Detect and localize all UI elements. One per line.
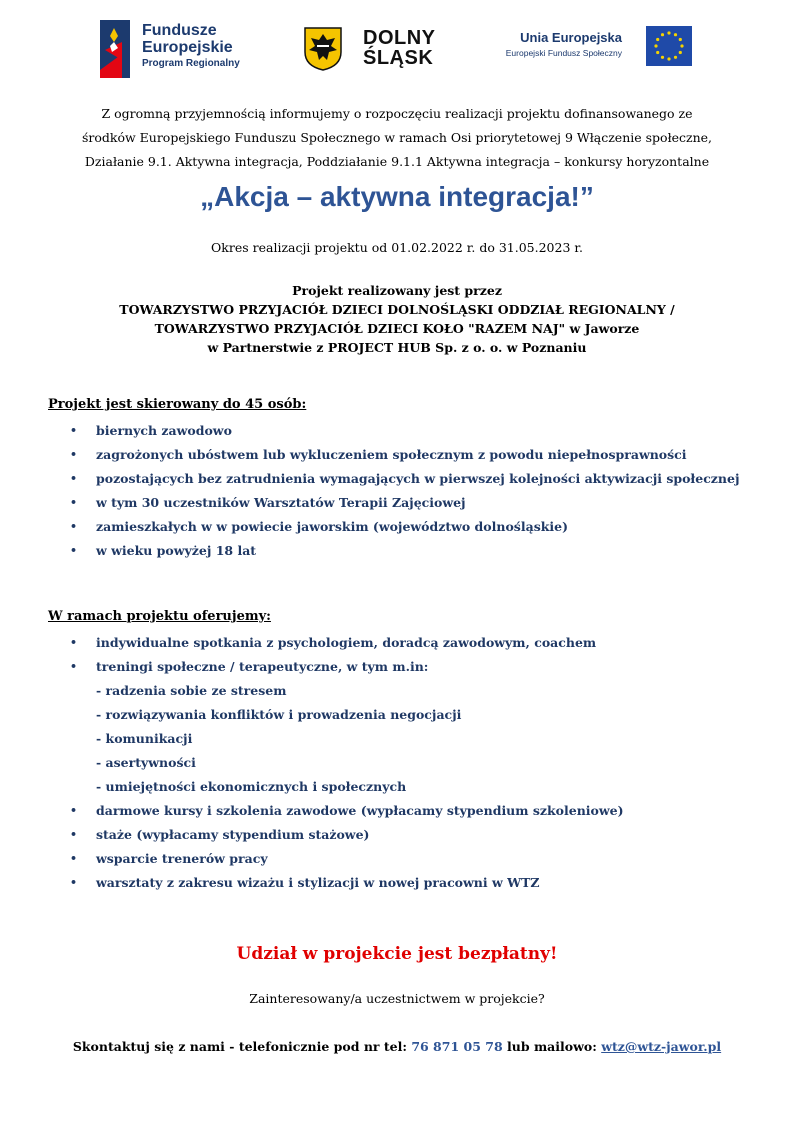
realized-line: Projekt realizowany jest przez <box>292 283 502 298</box>
fe-line2: Europejskie <box>142 39 233 56</box>
fundusze-europejskie-logo <box>100 20 250 78</box>
list-item: • w tym 30 uczestników Warsztatów Terapii Zajęciowej <box>70 495 466 510</box>
list-item: • darmowe kursy i szkolenia zawodowe (wypłacamy stypendium szkoleniowe) <box>70 803 624 818</box>
logos-header <box>0 14 794 84</box>
list-item: • zagrożonych ubóstwem lub wykluczeniem społecznym z powodu niepełnosprawności <box>70 447 687 462</box>
project-title: „Akcja – aktywna integracja!” <box>200 181 594 212</box>
bullet-icon: • <box>70 636 78 649</box>
bullet-icon: • <box>70 804 78 817</box>
email-link[interactable]: wtz@wtz-jawor.pl <box>601 1039 722 1054</box>
sub-item: - komunikacji <box>96 731 193 746</box>
intro-line: Działanie 9.1. Aktywna integracja, Poddziałanie 9.1.1 Aktywna integracja – konkursy horyzontalne <box>84 154 710 169</box>
fe-emblem-icon <box>100 20 140 78</box>
sub-item: - umiejętności ekonomicznych i społecznych <box>96 779 407 794</box>
eu-flag-icon <box>646 26 692 66</box>
bullet-icon: • <box>70 876 78 889</box>
target-heading: Projekt jest skierowany do 45 osób: <box>48 397 307 412</box>
bullet-icon: • <box>70 544 78 557</box>
contact-middle: lub mailowo: <box>507 1039 597 1054</box>
realized-line: TOWARZYSTWO PRZYJACIÓŁ DZIECI DOLNOŚLĄSKI ODDZIAŁ REGIONALNY / <box>119 302 675 317</box>
phone-number: 76 871 05 78 <box>411 1039 503 1054</box>
intro-line: środków Europejskiego Funduszu Społecznego w ramach Osi priorytetowej 9 Włączenie społeczne, <box>81 130 713 145</box>
interested-question: Zainteresowany/a uczestnictwem w projekcie? <box>249 991 545 1006</box>
bullet-icon: • <box>70 424 78 437</box>
bullet-icon: • <box>70 660 78 673</box>
contact-label: Skontaktuj się z nami - telefonicznie pod nr tel: <box>72 1039 407 1054</box>
list-item: • indywidualne spotkania z psychologiem, doradcą zawodowym, coachem <box>70 635 597 650</box>
offer-list <box>70 633 746 892</box>
list-item: • zamieszkałych w w powiecie jaworskim (województwo dolnośląskie) <box>70 519 569 534</box>
target-list <box>70 421 746 560</box>
sub-item: - asertywności <box>96 755 196 770</box>
fe-line3: Program Regionalny <box>142 58 240 69</box>
realized-line: w Partnerstwie z PROJECT HUB Sp. z o. o. w Poznaniu <box>207 340 587 355</box>
sub-item: - rozwiązywania konfliktów i prowadzenia negocjacji <box>96 707 462 722</box>
realized-line: TOWARZYSTWO PRZYJACIÓŁ DZIECI KOŁO "RAZEM NAJ" w Jaworze <box>154 321 640 336</box>
list-item: • treningi społeczne / terapeutyczne, w tym m.in: <box>70 659 429 674</box>
list-item: • pozostających bez zatrudnienia wymagających w pierwszej kolejności aktywizacji społecznej <box>70 471 740 486</box>
unia-europejska-logo <box>500 26 700 70</box>
bullet-icon: • <box>70 448 78 461</box>
free-participation: Udział w projekcie jest bezpłatny! <box>236 944 558 964</box>
project-period: Okres realizacji projektu od 01.02.2022 r. do 31.05.2023 r. <box>211 240 583 255</box>
intro-paragraph <box>40 102 754 174</box>
ds-line2: ŚLĄSK <box>363 47 434 69</box>
bullet-icon: • <box>70 520 78 533</box>
eagle-shield-icon <box>303 26 343 72</box>
sub-item: - radzenia sobie ze stresem <box>96 683 287 698</box>
realized-by <box>0 281 794 357</box>
dolny-slask-logo <box>303 26 443 76</box>
ue-line2: Europejski Fundusz Społeczny <box>505 48 622 58</box>
ue-line1: Unia Europejska <box>520 30 622 45</box>
bullet-icon: • <box>70 472 78 485</box>
bullet-icon: • <box>70 828 78 841</box>
contact-line <box>0 1039 794 1054</box>
fe-line1: Fundusze <box>142 22 217 39</box>
offer-heading: W ramach projektu oferujemy: <box>48 609 271 624</box>
list-item: • staże (wypłacamy stypendium stażowe) <box>70 827 370 842</box>
ds-line1: DOLNY <box>363 27 436 49</box>
intro-line: Z ogromną przyjemnością informujemy o rozpoczęciu realizacji projektu dofinansowanego ze <box>101 106 693 121</box>
list-item: • wsparcie trenerów pracy <box>70 851 268 866</box>
list-item: • warsztaty z zakresu wizażu i stylizacji w nowej pracowni w WTZ <box>70 875 540 890</box>
bullet-icon: • <box>70 496 78 509</box>
bullet-icon: • <box>70 852 78 865</box>
list-item: • w wieku powyżej 18 lat <box>70 543 257 558</box>
list-item: • biernych zawodowo <box>70 423 232 438</box>
